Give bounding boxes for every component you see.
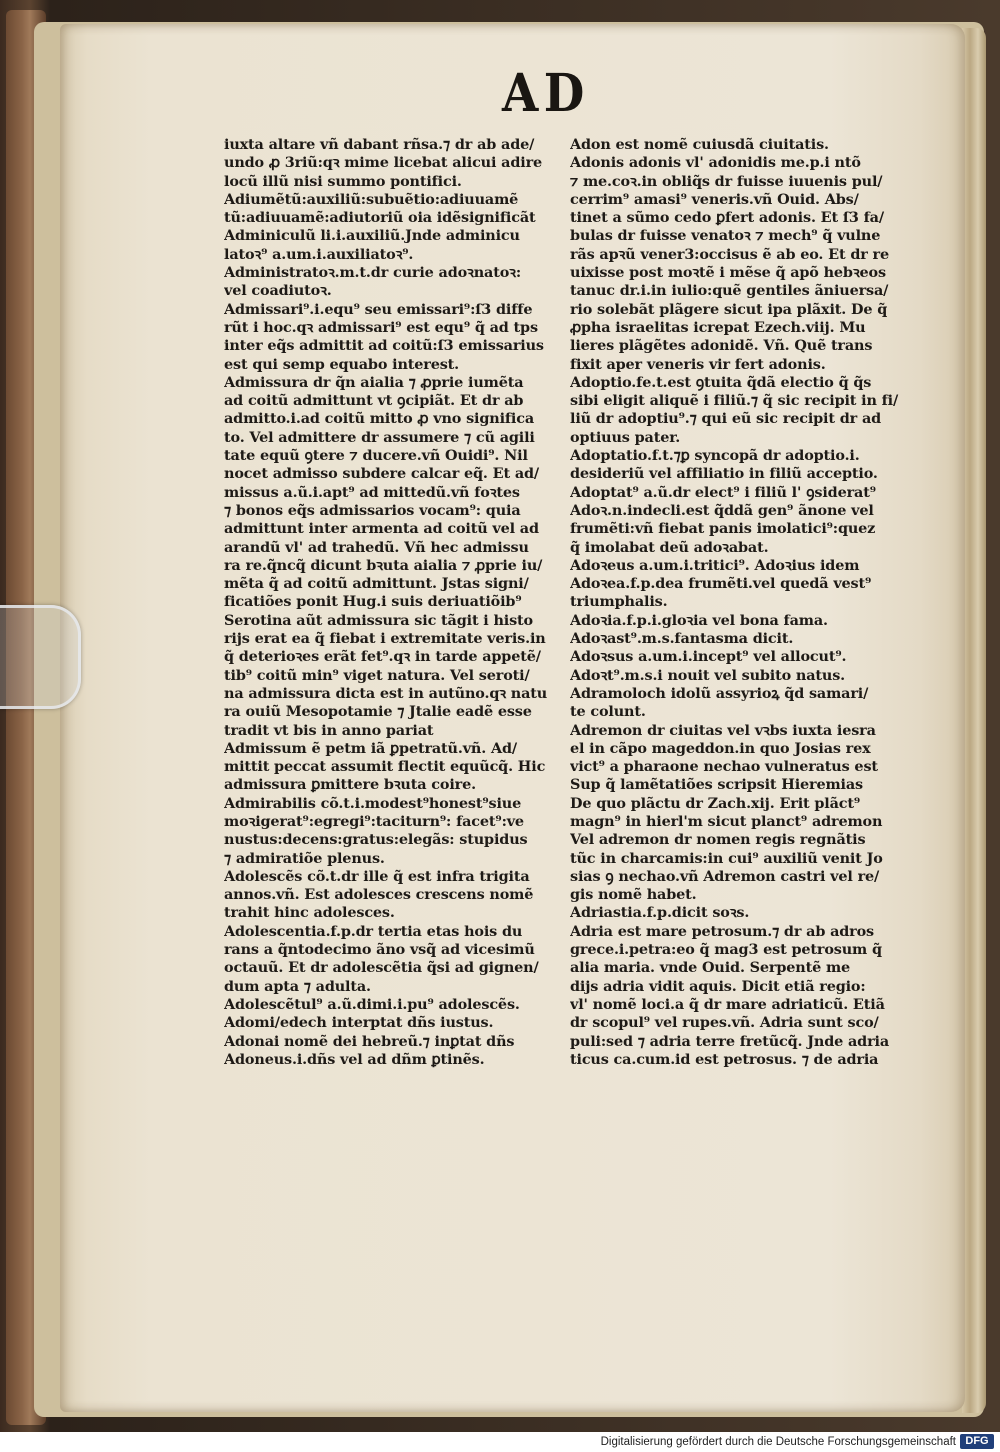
- text-line: admissura ꝑmittere bꝛuta coire.: [224, 776, 476, 794]
- text-line: puli:sed ⁊ adria terre fretũcq̃. Jnde adria: [570, 1032, 890, 1050]
- text-line: mittit peccat assumit flectit equũcq̃. Hic: [224, 758, 546, 776]
- text-line: rijs erat ea q̃ fiebat i extremitate veris.in: [224, 630, 546, 648]
- text-line: iuxta altare vñ dabant rñsa.⁊ dr ab ade/: [224, 136, 535, 153]
- text-line: Adoꝛia.f.p.i.gloꝛia vel bona fama.: [570, 611, 828, 629]
- text-line: ⁊ me.coꝛ.in obliq̃s dr fuisse iuuenis pul/: [570, 172, 883, 190]
- text-line: Adolescẽtul⁹ a.ũ.dimi.i.pu⁹ adolescẽs.: [224, 995, 520, 1013]
- text-line: rans a q̃ntodecimo ãno vsq̃ ad vicesimũ: [224, 941, 535, 959]
- text-line: Adoneus.i.dñs vel ad dñm ꝑtinẽs.: [224, 1050, 485, 1068]
- text-line: sibi eligit aliquẽ i filiũ.⁊ q̃ sic recipit in fi/: [570, 392, 899, 410]
- text-line: uixisse post moꝛtẽ i mẽse q̃ apõ hebꝛeos: [570, 264, 886, 282]
- left-text-column: [224, 136, 564, 1069]
- text-line: tate equũ ꝯtere ⁊ ducere.vñ Ouidi⁹. Nil: [224, 447, 528, 465]
- text-line: undo ꝓ 3riũ:qꝛ mime licebat alicui adire: [224, 154, 543, 172]
- text-line: vict⁹ a pharaone nechao vulneratus est: [570, 758, 878, 776]
- text-line: Adon est nomẽ cuiusdã ciuitatis.: [570, 136, 829, 153]
- text-line: q̃ imolabat deũ adoꝛabat.: [570, 538, 769, 556]
- text-line: to. Vel admittere dr assumere ⁊ cũ agili: [224, 428, 535, 446]
- text-line: Vel adremon dr nomen regis regnãtis: [570, 831, 866, 849]
- text-line: Serotina aũt admissura sic tãgit i histo: [224, 611, 533, 629]
- text-line: Adoꝛt⁹.m.s.i nouit vel subito natus.: [570, 666, 846, 684]
- text-line: dr scopul⁹ vel rupes.vñ. Adria sunt sco/: [570, 1014, 879, 1032]
- text-line: locũ illũ nisi summo pontifici.: [224, 172, 462, 190]
- text-line: rio solebãt plãgere sicut ipa plãxit. De q̃: [570, 300, 888, 318]
- text-line: admitto.i.ad coitũ mitto ꝓ vno significa: [224, 410, 535, 428]
- right-text-column: [570, 136, 900, 1069]
- text-line: Adiumẽtũ:auxiliũ:subuẽtio:adiuuamẽ: [224, 190, 519, 208]
- text-line: desideriũ vel affiliatio in filiũ acceptio.: [570, 465, 878, 483]
- text-line: sias ꝯ nechao.vñ Adremon castri vel re/: [570, 867, 880, 885]
- text-line: annos.vñ. Est adolesces crescens nomẽ: [224, 886, 534, 904]
- text-line: Adomi/edech interptat dñs iustus.: [224, 1014, 494, 1032]
- text-line: ꝓpha israelitas icrepat Ezech.viij. Mu: [570, 318, 866, 336]
- text-line: dum apta ⁊ adulta.: [224, 977, 371, 995]
- text-line: admittunt inter armenta ad coitũ vel ad: [224, 520, 539, 538]
- text-line: ra ouiũ Mesopotamie ⁊ Jtalie eadẽ esse: [224, 703, 532, 721]
- text-line: grece.i.petra:eo q̃ mag3 est petrosum q̃: [570, 941, 882, 959]
- text-line: Admissum ẽ petm iã ꝑpetratũ.vñ. Ad/: [224, 739, 517, 757]
- text-line: tinet a sũmo cedo ꝑfert adonis. Et ſ3 fa/: [570, 209, 884, 227]
- text-line: moꝛigerat⁹:egregi⁹:taciturn⁹: facet⁹:ve: [224, 812, 524, 830]
- page-edges-right: [962, 28, 986, 1413]
- text-line: Adria est mare petrosum.⁊ dr ab adros: [570, 922, 875, 940]
- text-line: ticus ca.cum.id est petrosus. ⁊ de adria: [570, 1050, 879, 1068]
- text-line: Adoꝛea.f.p.dea frumẽti.vel quedã vest⁹: [570, 575, 872, 593]
- text-line: Adriastia.f.p.dicit soꝛs.: [570, 904, 750, 922]
- text-line: nustus:decens:gratus:elegãs: stupidus: [224, 831, 528, 849]
- text-line: mẽta q̃ ad coitũ admittunt. Jstas signi/: [224, 575, 529, 593]
- text-line: optiuus pater.: [570, 428, 681, 446]
- text-line: el in cãpo mageddon.in quo Josias rex: [570, 739, 871, 757]
- text-line: fixit aper veneris vir fert adonis.: [570, 355, 826, 373]
- text-line: est qui semp equabo interest.: [224, 355, 460, 373]
- text-line: Adremon dr ciuitas vel vꝛbs iuxta iesra: [570, 721, 876, 739]
- text-line: q̃ deterioꝛes erãt fet⁹.qꝛ in tarde appetẽ/: [224, 648, 541, 666]
- text-line: rãs apꝛũ vener3:occisus ẽ ab eo. Et dr re: [570, 245, 889, 263]
- text-line: trahit hinc adolesces.: [224, 904, 395, 922]
- text-line: Adoꝛeus a.um.i.tritici⁹. Adoꝛius idem: [570, 556, 860, 574]
- text-line: inter eq̃s admittit ad coitũ:ſ3 emissarius: [224, 337, 544, 355]
- footer-credit-text: Digitalisierung gefördert durch die Deutsche Forschungsgemeinschaft: [600, 1436, 956, 1448]
- running-heading: AD: [502, 63, 590, 124]
- page-clip: [0, 605, 81, 709]
- text-line: Adonis adonis vl' adonidis me.p.i ntõ: [570, 154, 861, 172]
- dfg-logo: DFG: [960, 1434, 994, 1449]
- text-line: vel coadiutoꝛ.: [224, 282, 332, 300]
- text-line: ra re.q̃ncq̃ dicunt bꝛuta aialia ⁊ ꝓprie iu/: [224, 556, 543, 574]
- text-line: Adonai nomẽ dei hebreũ.⁊ inꝑtat dñs: [224, 1032, 515, 1050]
- text-line: Adolescentia.f.p.dr tertia etas hois du: [224, 922, 523, 940]
- text-line: lieres plãgẽtes adonidẽ. Vñ. Quẽ trans: [570, 337, 873, 355]
- text-line: ad coitũ admittunt vt ꝯcipiãt. Et dr ab: [224, 392, 524, 410]
- text-line: tanuc dr.i.in iulio:quẽ gentiles ãniuersa/: [570, 282, 889, 300]
- text-line: nocet admisso subdere calcar eq̃. Et ad/: [224, 465, 540, 483]
- text-line: te colunt.: [570, 703, 646, 721]
- text-line: magn⁹ in hierl'm sicut planct⁹ adremon: [570, 812, 883, 830]
- text-line: rũt i hoc.qꝛ admissari⁹ est equ⁹ q̃ ad tps: [224, 318, 538, 336]
- text-line: Adolescẽs cõ.t.dr ille q̃ est infra trigita: [224, 867, 530, 885]
- text-line: frumẽti:vñ fiebat panis imolatici⁹:quez: [570, 520, 876, 538]
- text-line: ficatiões ponit Hug.i suis deriuatiõib⁹: [224, 593, 522, 611]
- text-line: Adoptat⁹ a.ũ.dr elect⁹ i filiũ l' ꝯsiderat⁹: [570, 483, 876, 501]
- text-line: latoꝛ⁹ a.um.i.auxiliatoꝛ⁹.: [224, 245, 414, 263]
- text-line: octauũ. Et dr adolescẽtia q̃si ad gignen/: [224, 959, 539, 977]
- text-line: vl' nomẽ loci.a q̃ dr mare adriaticũ. Etiã: [570, 995, 885, 1013]
- text-line: triumphalis.: [570, 593, 668, 611]
- text-line: ⁊ bonos eq̃s admissarios vocam⁹: quia: [224, 501, 521, 519]
- text-line: De quo plãctu dr Zach.xij. Erit plãct⁹: [570, 794, 861, 812]
- text-line: Adramoloch idolũ assyrioꝝ q̃d samari/: [570, 684, 869, 702]
- text-line: liũ dr adoptiu⁹.⁊ qui eũ sic recipit dr ad: [570, 410, 882, 428]
- text-line: Sup q̃ lamẽtatiões scripsit Hieremias: [570, 776, 864, 794]
- text-line: dijs adria vidit aquis. Dicit etiã regio:: [570, 977, 866, 995]
- text-line: arandũ vl' ad trahedũ. Vñ hec admissu: [224, 538, 529, 556]
- text-line: tũ:adiuuamẽ:adiutoriũ oia idẽsignificãt: [224, 209, 536, 227]
- text-line: Adminiculũ li.i.auxiliũ.Jnde adminicu: [224, 227, 520, 245]
- text-line: Adoꝛ.n.indecli.est q̃ddã gen⁹ ãnone vel: [570, 501, 874, 519]
- text-line: na admissura dicta est in autũno.qꝛ natu: [224, 684, 548, 702]
- text-line: Admissari⁹.i.equ⁹ seu emissari⁹:ſ3 diffe: [224, 300, 533, 318]
- text-line: ⁊ admiratiõe plenus.: [224, 849, 385, 867]
- text-line: tradit vt bis in anno pariat: [224, 721, 434, 739]
- text-line: gis nomẽ habet.: [570, 886, 697, 904]
- text-line: Admirabilis cõ.t.i.modest⁹honest⁹siue: [224, 794, 522, 812]
- text-line: tũc in charcamis:in cui⁹ auxiliũ venit Jo: [570, 849, 883, 867]
- text-line: missus a.ũ.i.apt⁹ ad mittedũ.vñ foꝛtes: [224, 483, 520, 501]
- text-line: Adoꝛast⁹.m.s.fantasma dicit.: [570, 630, 794, 648]
- text-line: Adoptio.fe.t.est ꝯtuita q̃dã electio q̃ q̃s: [570, 373, 872, 391]
- footer-bar: [0, 1432, 1000, 1452]
- text-line: bulas dr fuisse venatoꝛ ⁊ mech⁹ q̃ vulne: [570, 227, 881, 245]
- text-line: tib⁹ coitũ min⁹ viget natura. Vel seroti/: [224, 666, 530, 684]
- text-line: Admissura dr q̃n aialia ⁊ ꝓprie iumẽta: [224, 373, 524, 391]
- text-line: Administratoꝛ.m.t.dr curie adoꝛnatoꝛ:: [224, 264, 521, 282]
- text-line: alia maria. vnde Ouid. Serpentẽ me: [570, 959, 851, 977]
- text-line: Adoꝛsus a.um.i.incept⁹ vel allocut⁹.: [570, 648, 847, 666]
- text-line: Adoptatio.f.t.⁊ꝑ syncopã dr adoptio.i.: [570, 447, 860, 465]
- text-line: cerrim⁹ amasi⁹ veneris.vñ Ouid. Abs/: [570, 190, 859, 208]
